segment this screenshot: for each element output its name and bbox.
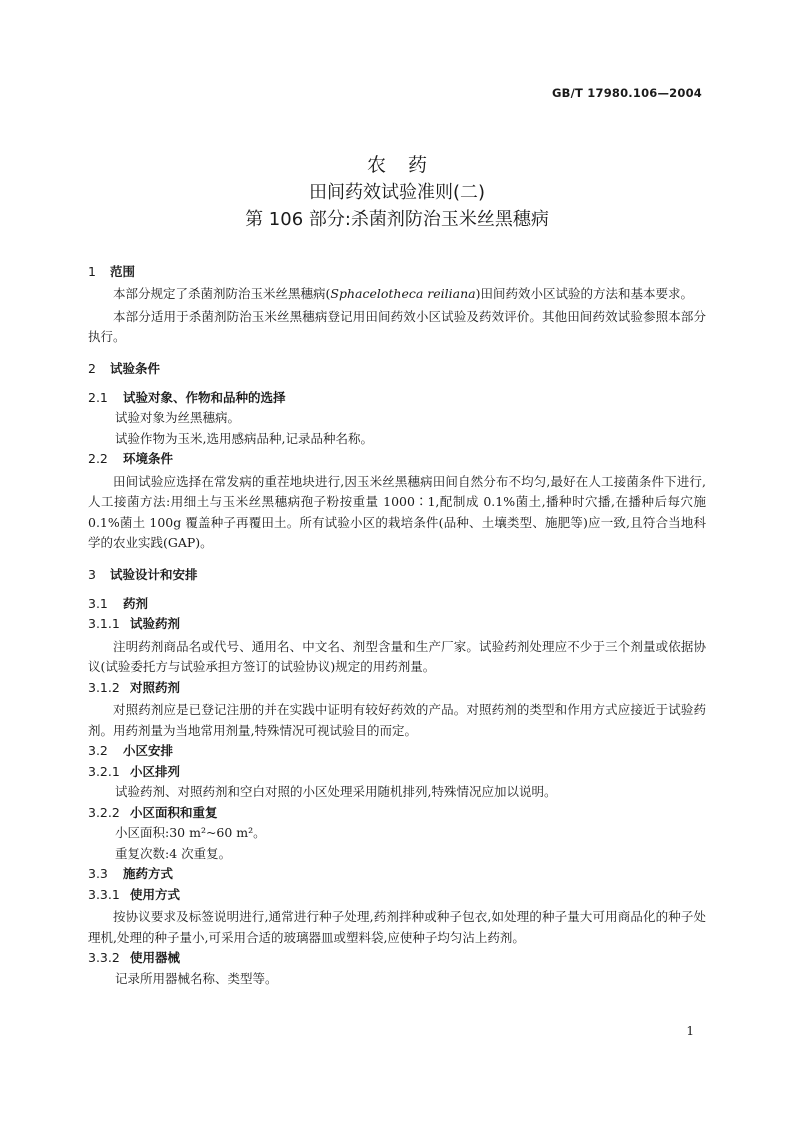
section-title: 小区安排 — [123, 743, 174, 758]
section-number: 3 — [88, 566, 96, 582]
section-title: 试验药剂 — [130, 616, 181, 631]
section-title: 小区面积和重复 — [130, 804, 218, 820]
page-number: 1 — [686, 1024, 694, 1038]
section-1-heading — [88, 262, 706, 282]
section-3-heading — [88, 565, 706, 585]
text-line: 试验作物为玉米,选用感病品种,记录品种名称。 — [115, 430, 373, 446]
text-line: 试验对象为丝黑穗病。 — [115, 410, 241, 425]
section-title: 施药方式 — [123, 866, 174, 881]
text-line: 试验药剂、对照药剂和空白对照的小区处理采用随机排列,特殊情况应加以说明。 — [115, 784, 557, 799]
section-3-3-2-heading — [88, 948, 706, 969]
section-3-1-2-heading — [88, 678, 706, 699]
section-number: 3.2.2 — [88, 804, 120, 820]
section-3-1-heading — [88, 594, 706, 615]
section-number: 2.2 — [88, 451, 108, 466]
section-number: 2 — [88, 360, 96, 376]
section-2-2-heading — [88, 449, 706, 470]
section-2-1-heading — [88, 388, 706, 409]
section-title: 对照药剂 — [130, 679, 181, 695]
section-title: 试验对象、作物和品种的选择 — [123, 389, 286, 405]
section-2-heading — [88, 359, 706, 379]
section-number: 3.3 — [88, 866, 108, 881]
document-body — [88, 262, 706, 989]
document-title — [0, 152, 794, 233]
section-number: 2.1 — [88, 389, 108, 405]
text-line: 重复次数:4 次重复。 — [115, 845, 232, 861]
paragraph: 本部分适用于杀菌剂防治玉米丝黑穗病登记用田间药效小区试验及药效评价。其他田间药效试验参照本部分执行。 — [88, 308, 706, 344]
section-3-3-heading — [88, 864, 706, 885]
section-number: 3.3.1 — [88, 886, 120, 902]
section-number: 3.1.2 — [88, 679, 120, 695]
title-line-1: 农药 — [366, 154, 449, 176]
section-3-2-1-heading — [88, 762, 706, 783]
section-title: 试验条件 — [110, 360, 161, 376]
section-title: 环境条件 — [123, 451, 174, 466]
section-title: 范围 — [110, 264, 136, 279]
section-title: 使用器械 — [130, 950, 181, 965]
paragraph: 对照药剂应是已登记注册的并在实践中证明有较好药效的产品。对照药剂的类型和作用方式应接近于试验药剂。用药剂量为当地常用剂量,特殊情况可视试验目的而定。 — [88, 702, 706, 738]
text-line: 小区面积:30 m²~60 m²。 — [115, 825, 266, 840]
text-line: 记录所用器械名称、类型等。 — [115, 970, 278, 986]
section-number: 3.1 — [88, 595, 108, 611]
paragraph: 按协议要求及标签说明进行,通常进行种子处理,药剂拌种或种子包衣,如处理的种子量大可用商品化的种子处理机,处理的种子量小,可采用合适的玻璃器皿或塑料袋,应使种子均匀沾上药剂。 — [88, 909, 706, 945]
section-number: 3.1.1 — [88, 616, 120, 631]
section-3-3-1-heading — [88, 885, 706, 906]
title-line-3: 第 106 部分:杀菌剂防治玉米丝黑穗病 — [245, 209, 549, 230]
title-line-2: 田间药效试验准则(二) — [308, 182, 486, 203]
section-3-2-2-heading — [88, 803, 706, 824]
section-title: 药剂 — [123, 595, 149, 611]
section-title: 试验设计和安排 — [110, 566, 198, 582]
section-number: 3.2 — [88, 743, 108, 758]
section-title: 使用方式 — [130, 886, 181, 902]
section-number: 3.2.1 — [88, 763, 120, 779]
paragraph: 注明药剂商品名或代号、通用名、中文名、剂型含量和生产厂家。试验药剂处理应不少于三个剂量或依据协议(试验委托方与试验承担方签订的试验协议)规定的用药剂量。 — [88, 638, 706, 674]
paragraph: 田间试验应选择在常发病的重茬地块进行,因玉米丝黑穗病田间自然分布不均匀,最好在人工接菌条件下进行,人工接菌方法:用细土与玉米丝黑穗病孢子粉按重量 1000∶1,配制成 0.1%菌土,播种时穴播,在播种后每穴施 0.1%菌土 100g 覆盖种子再覆田土。所有试验小区的栽培条件(品种、土壤类型、施肥等)应一致,且符合当地科学的农业实践(GAP)。 — [88, 473, 706, 550]
section-number: 1 — [88, 264, 96, 279]
paragraph: 本部分规定了杀菌剂防治玉米丝黑穗病(Sphacelotheca reiliana)田间药效小区试验的方法和基本要求。 — [113, 286, 693, 301]
section-number: 3.3.2 — [88, 950, 120, 965]
section-3-1-1-heading — [88, 614, 706, 635]
latin-name: Sphacelotheca reiliana — [330, 286, 476, 301]
section-3-2-heading — [88, 741, 706, 762]
standard-code: GB/T 17980.106—2004 — [552, 86, 702, 100]
section-title: 小区排列 — [130, 763, 181, 779]
